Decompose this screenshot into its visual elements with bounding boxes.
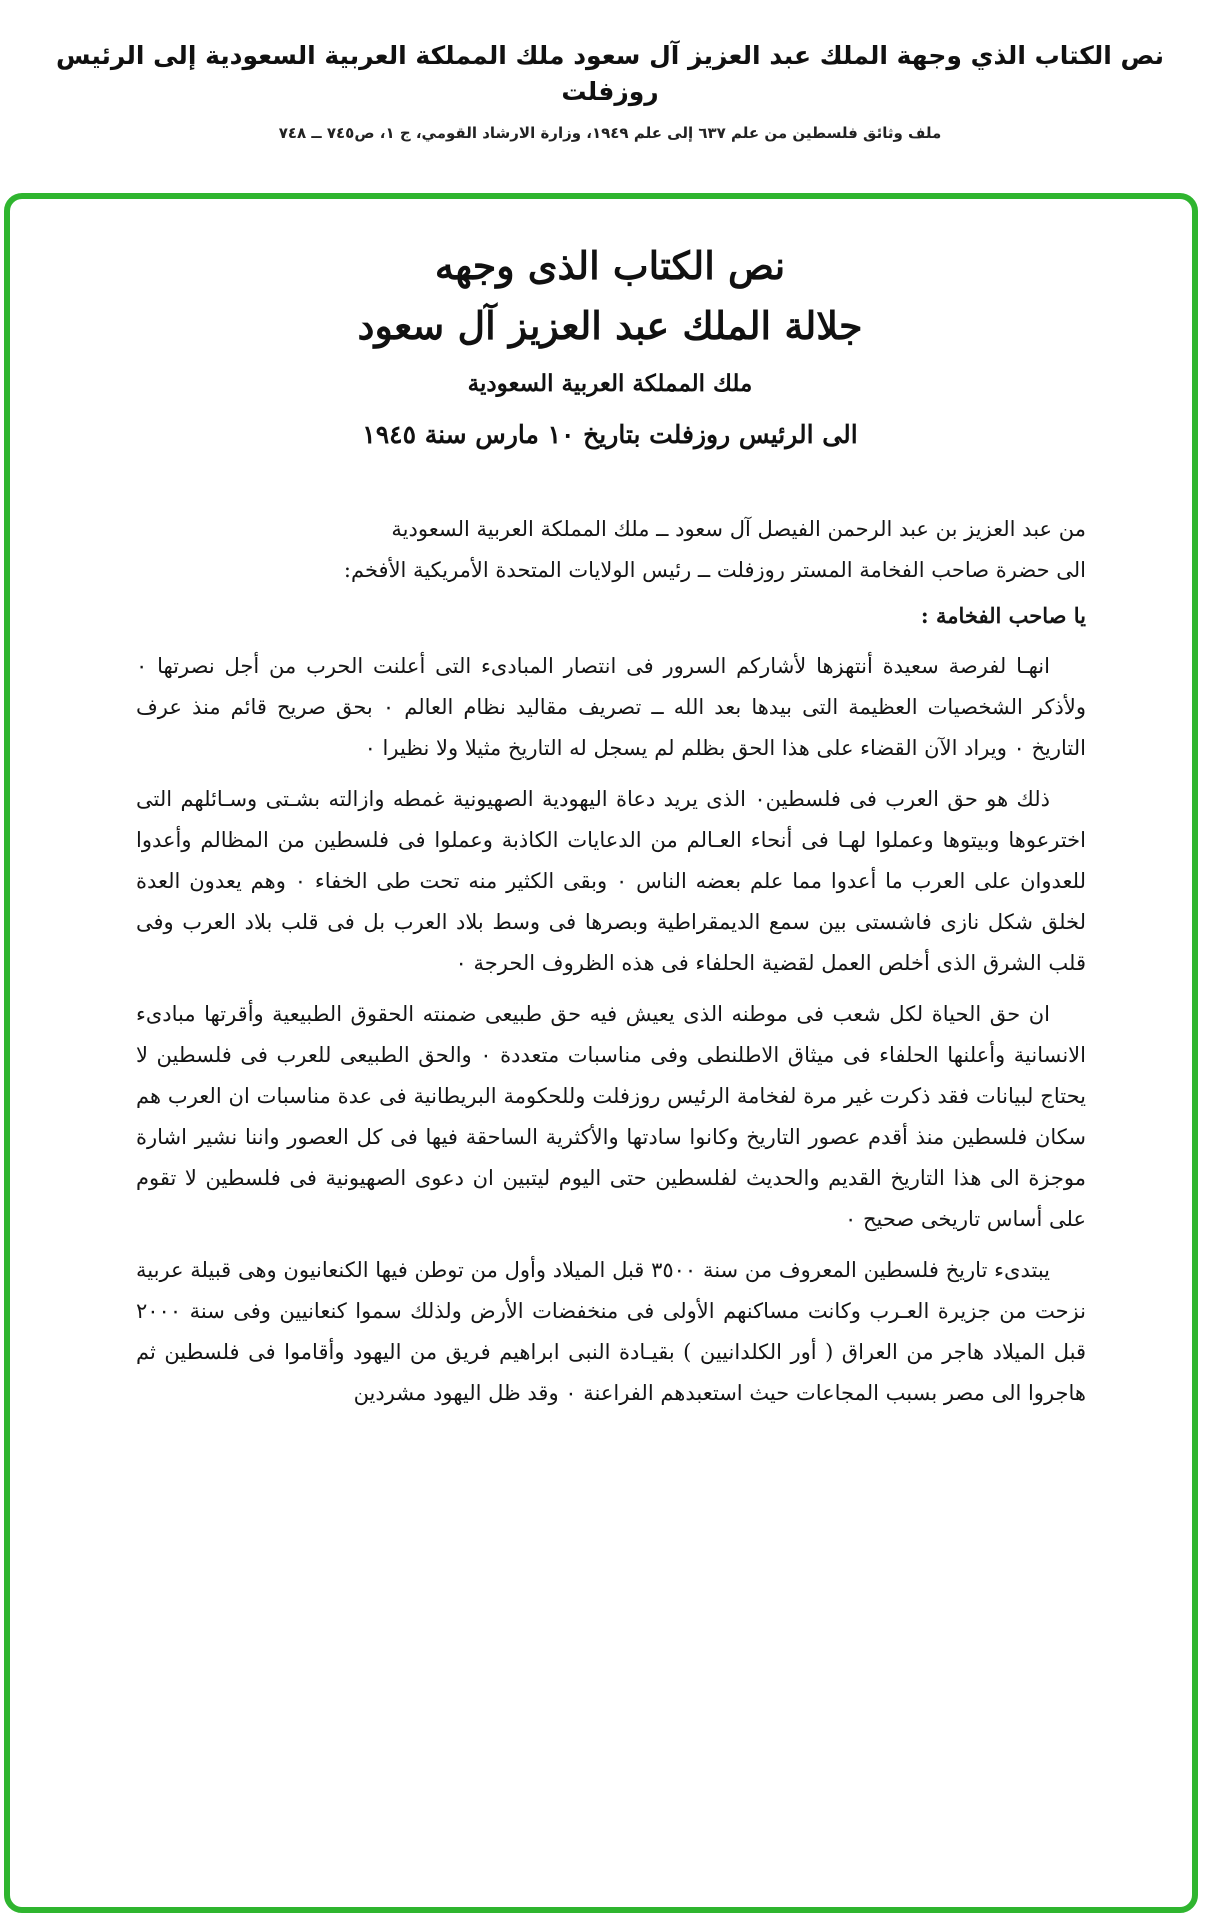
address-from: من عبد العزيز بن عبد الرحمن الفيصل آل سعود ــ ملك المملكة العربية السعودية [391, 517, 1086, 541]
salutation: يا صاحب الفخامة : [920, 603, 1086, 628]
scanned-document-frame [4, 193, 1198, 1913]
heading-line-1: نص الكتاب الذى وجهه [434, 243, 786, 288]
paragraph-2: ذلك هو حق العرب فى فلسطين٠ الذى يريد دعاة اليهودية الصهيونية غمطه وازالته بشـتى وسـائلهم التى اخترعوها وبيتوها وعملوا لهـا فى أنحاء العـالم من الدعايات الكاذبة وعملوا فى فلسطين من المظالم وأعدوا للعدوان على العرب ما أعدوا مما علم بعضه الناس ٠ وبقى الكثير منه تحت طى الخفاء ٠ وهم يعدون العدة لخلق شكل نازى فاشستى بين سمع الديمقراطية وبصرها فى وسط بلاد العرب بل فى قلب بلاد العرب وفى قلب الشرق الذى أخلص العمل لقضية الحلفاء فى هذه الظروف الحرجة ٠ [136, 787, 1086, 975]
paragraph-1: انهـا لفرصة سعيدة أنتهزها لأشاركم السرور فى انتصار المبادىء التى أعلنت الحرب من أجل نصرتها ٠ ولأذكر الشخصيات العظيمة التى بيدها بعد الله ــ تصريف مقاليد نظام العالم ٠ بحق صريح قائم منذ عرف التاريخ ٠ ويراد الآن القضاء على هذا الحق بظلم لم يسجل له التاريخ مثيلا ولا نظيرا ٠ [136, 654, 1086, 760]
page-header [40, 38, 1180, 146]
document-heading [140, 237, 1080, 459]
heading-line-2: جلالة الملك عبد العزيز آل سعود [357, 303, 863, 348]
paragraph-4: يبتدىء تاريخ فلسطين المعروف من سنة ٣٥٠٠ قبل الميلاد وأول من توطن فيها الكنعانيون وهى قبيلة عربية نزحت من جزيرة العـرب وكانت مساكنهم الأولى فى منخفضات الأرض ولذلك سموا كنعانيين وفى سنة ٢٠٠٠ قبل الميلاد هاجر من العراق ( أور الكلدانيين ) بقيـادة النبى ابراهيم فريق من اليهود وأقاموا فى فلسطين ثم هاجروا الى مصر بسبب المجاعات حيث استعبدهم الفراعنة ٠ وقد ظل اليهود مشردين [136, 1258, 1086, 1405]
heading-line-4: الى الرئيس روزفلت بتاريخ ١٠ مارس سنة ١٩٤٥ [362, 420, 858, 449]
page-title: نص الكتاب الذي وجهة الملك عبد العزيز آل سعود ملك المملكة العربية السعودية إلى الرئيس روزفلت [56, 41, 1164, 106]
heading-line-3: ملك المملكة العربية السعودية [467, 370, 753, 397]
source-citation: ملف وثائق فلسطين من علم ٦٣٧ إلى علم ١٩٤٩، وزارة الارشاد القومي، ج ١، ص٧٤٥ ــ ٧٤٨ [278, 124, 942, 142]
paragraph-3: ان حق الحياة لكل شعب فى موطنه الذى يعيش فيه حق طبيعى ضمنته الحقوق الطبيعية وأقرتها مبادىء الانسانية وأعلنها الحلفاء فى ميثاق الاطلنطى وفى مناسبات متعددة ٠ والحق الطبيعى للعرب فى فلسطين لا يحتاج لبيانات فقد ذكرت غير مرة لفخامة الرئيس روزفلت وللحكومة البريطانية فى عدة مناسبات ان العرب هم سكان فلسطين منذ أقدم عصور التاريخ وكانوا سادتها والأكثرية الساحقة فيها فى كل العصور واننا نشير اشارة موجزة الى هذا التاريخ القديم والحديث لفلسطين حتى اليوم ليتبين ان دعوى الصهيونية فى فلسطين لا تقوم على أساس تاريخى صحيح ٠ [136, 1002, 1086, 1231]
address-to: الى حضرة صاحب الفخامة المستر روزفلت ــ رئيس الولايات المتحدة الأمريكية الأفخم: [343, 558, 1086, 582]
letter-body [136, 509, 1086, 1414]
